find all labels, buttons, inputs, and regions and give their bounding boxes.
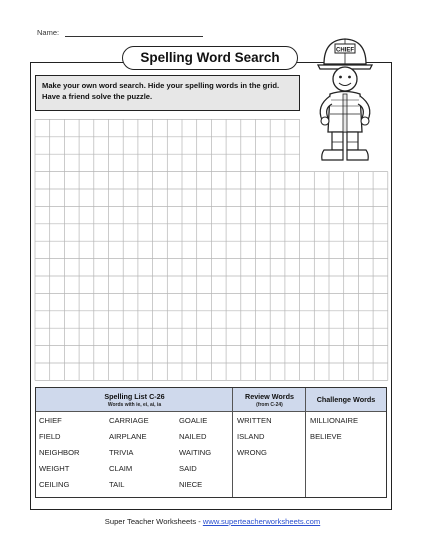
- challenge-words-title: Challenge Words: [316, 395, 376, 404]
- challenge-word: BELIEVE: [310, 432, 342, 441]
- footer: [0, 517, 425, 526]
- spelling-list-subtitle: Words with ie, ei, ai, ia: [107, 402, 162, 408]
- name-label: Name:: [37, 28, 60, 37]
- spelling-word: SAID: [179, 464, 197, 473]
- review-words-header: [233, 388, 306, 412]
- spelling-word: GOALIE: [179, 416, 208, 425]
- fireman-illustration: [310, 34, 380, 168]
- spelling-word: TAIL: [109, 480, 125, 489]
- spelling-word: AIRPLANE: [109, 432, 147, 441]
- spelling-word: WAITING: [179, 448, 212, 457]
- spelling-word: NIECE: [179, 480, 203, 489]
- challenge-word: MILLIONAIRE: [310, 416, 359, 425]
- spelling-word: NEIGHBOR: [39, 448, 80, 457]
- helmet-badge: CHIEF: [336, 47, 354, 54]
- column-divider: [305, 388, 306, 497]
- word-list-table: [35, 387, 387, 498]
- spelling-word: TRIVIA: [109, 448, 134, 457]
- spelling-word: CLAIM: [109, 464, 133, 473]
- spelling-word: CARRIAGE: [109, 416, 149, 425]
- spelling-word: WEIGHT: [39, 464, 70, 473]
- footer-brand: Super Teacher Worksheets -: [104, 517, 203, 526]
- review-words-title: Review Words: [245, 392, 294, 401]
- spelling-word: CHIEF: [39, 416, 62, 425]
- spelling-word: FIELD: [39, 432, 61, 441]
- spelling-word: NAILED: [179, 432, 207, 441]
- page-title: Spelling Word Search: [122, 46, 298, 70]
- review-words-subtitle: (from C-24): [256, 402, 283, 408]
- challenge-words-header: [306, 388, 386, 412]
- review-word: WRONG: [237, 448, 267, 457]
- spelling-list-title: Spelling List C-26: [104, 392, 165, 401]
- footer-link[interactable]: www.superteacherworksheets.com: [202, 517, 321, 526]
- instructions-box: Make your own word search. Hide your spelling words in the grid. Have a friend solve the puzzle.: [35, 75, 300, 111]
- review-word: WRITTEN: [237, 416, 272, 425]
- spelling-list-header: [36, 388, 233, 412]
- column-divider: [232, 388, 233, 497]
- review-word: ISLAND: [237, 432, 265, 441]
- spelling-word: CEILING: [39, 480, 70, 489]
